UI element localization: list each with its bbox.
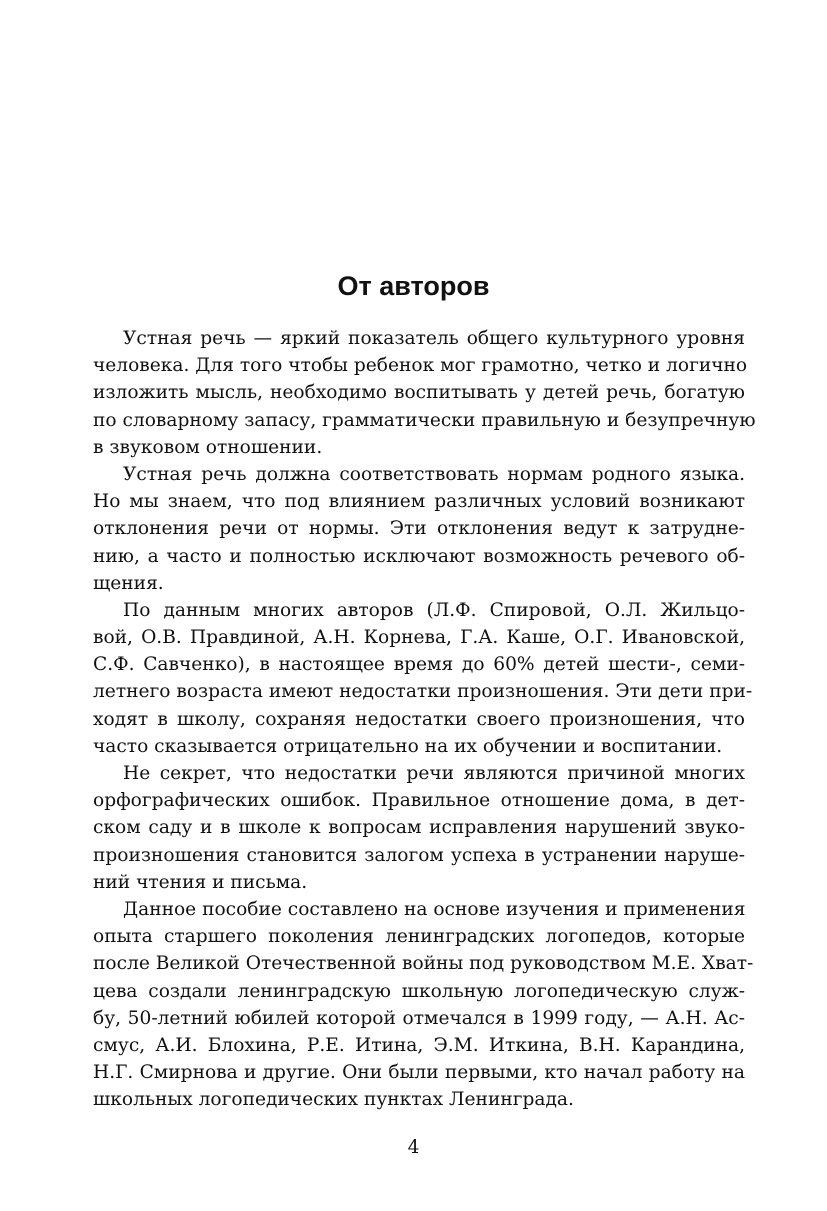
text-line: Но мы знаем, что под влиянием различных условий возникают — [93, 491, 745, 513]
text-line: ском саду и в школе к вопросам исправления нарушений звуко- — [93, 817, 745, 839]
paragraph — [93, 760, 745, 896]
text-line: орфографических ошибок. Правильное отношение дома, в дет- — [93, 790, 745, 812]
text-line: произношения становится залогом успеха в устранении наруше- — [93, 844, 745, 866]
text-line: в звуковом отношении. — [93, 436, 323, 458]
text-line: ходят в школу, сохраняя недостатки своего произношения, что — [93, 708, 745, 730]
text-line: Не секрет, что недостатки речи являются причиной многих — [123, 763, 745, 784]
paragraph — [93, 461, 745, 597]
text-line: вой, О.В. Правдиной, А.Н. Корнева, Г.А. Каше, О.Г. Ивановской, — [93, 627, 745, 649]
text-line: школьных логопедических пунктах Ленинграда. — [93, 1089, 574, 1111]
text-line: ний чтения и письма. — [93, 871, 308, 893]
text-line: Устная речь должна соответствовать нормам родного языка. — [123, 463, 745, 485]
body-text — [93, 325, 756, 1113]
text-line: Устная речь — яркий показатель общего культурного уровня — [123, 328, 745, 349]
text-line: опыта старшего поколения ленинградских логопедов, которые — [93, 926, 745, 948]
text-line: летнего возраста имеют недостатки произношения. Эти дети при- — [93, 681, 753, 703]
paragraph — [93, 597, 753, 760]
text-line: смус, А.И. Блохина, Р.Е. Итина, Э.М. Иткина, В.Н. Карандина, — [93, 1034, 745, 1056]
text-line: после Великой Отечественной войны под руководством М.Е. Хват- — [93, 953, 754, 975]
text-line: часто сказывается отрицательно на их обучении и воспитании. — [93, 735, 723, 757]
text-line: человека. Для того чтобы ребенок мог грамотно, четко и логично — [93, 355, 748, 377]
page-number: 4 — [407, 1137, 420, 1158]
text-line: щения. — [93, 572, 164, 594]
text-line: нию, а часто и полностью исключают возможность речевого об- — [93, 545, 745, 567]
text-line: цева создали ленинградскую школьную логопедическую служ- — [93, 980, 745, 1002]
text-line: Н.Г. Смирнова и другие. Они были первыми, кто начал работу на — [93, 1062, 745, 1084]
text-line: С.Ф. Савченко), в настоящее время до 60% детей шести-, семи- — [93, 654, 745, 676]
text-line: по словарному запасу, грамматически правильную и безупречную — [93, 409, 756, 431]
text-line: По данным многих авторов (Л.Ф. Спировой, О.Л. Жильцо- — [123, 599, 745, 621]
text-line: отклонения речи от нормы. Эти отклонения ведут к затрудне- — [93, 518, 745, 540]
paragraph — [93, 325, 756, 461]
paragraph — [93, 896, 754, 1114]
page-title: От авторов — [337, 271, 490, 301]
text-line: изложить мысль, необходимо воспитывать у детей речь, богатую — [93, 382, 745, 404]
text-line: бу, 50-летний юбилей которой отмечался в 1999 году, — А.Н. Ас- — [93, 1007, 745, 1029]
text-line: Данное пособие составлено на основе изучения и применения — [123, 898, 746, 920]
